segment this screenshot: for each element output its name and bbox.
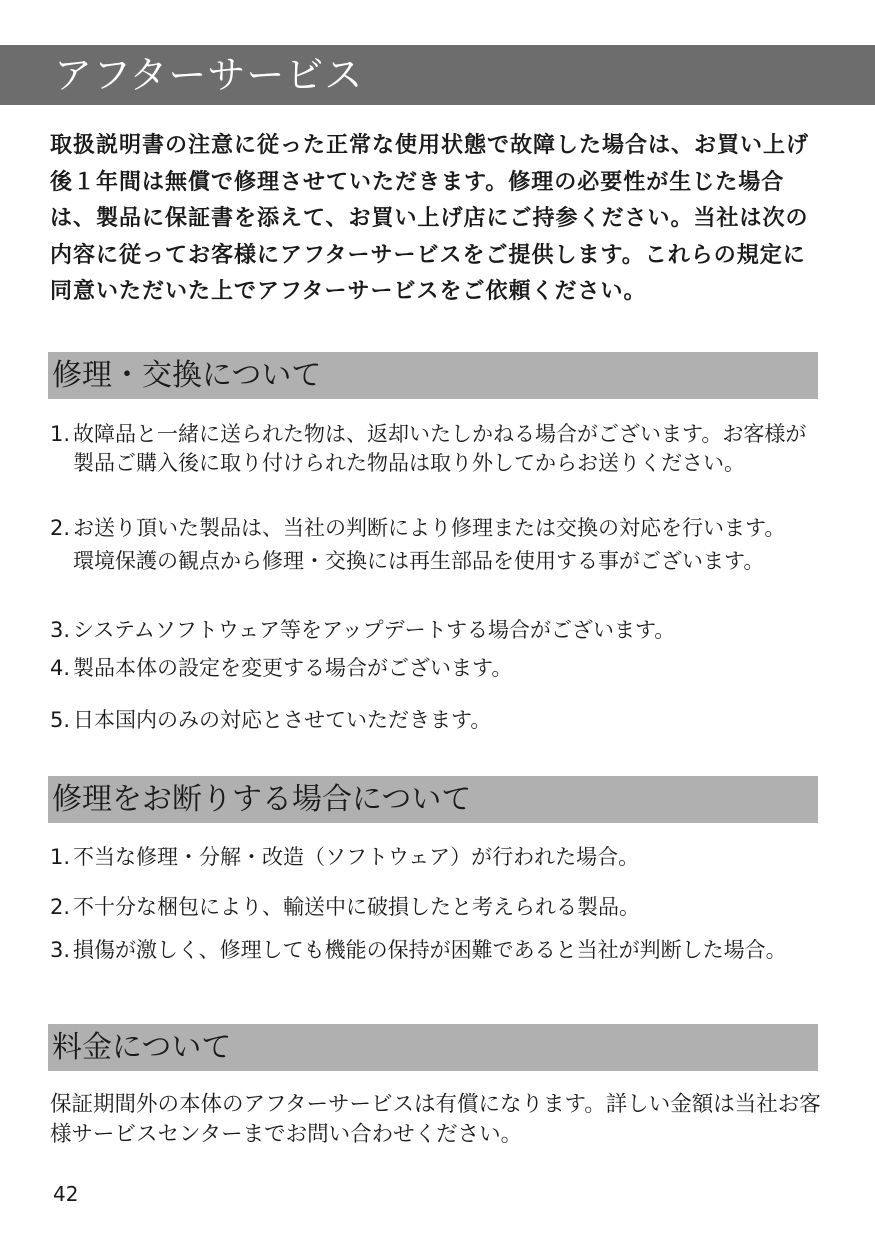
item-number: 5. [50,708,71,732]
item-number: 3. [50,938,71,962]
item-number: 1. [50,845,71,869]
fees-paragraph: 保証期間外の本体のアフターサービスは有償になります。詳しい金額は当社お客様サービスセンターまでお問い合わせください。 [50,1092,821,1147]
page-title: アフターサービス [54,53,364,97]
item-subtext: 環境保護の観点から修理・交換には再生部品を使用する事がございます。 [73,549,765,573]
item-number: 4. [50,656,71,680]
item-text: 不十分な梱包により、輸送中に破損したと考えられる製品。 [73,895,640,919]
list-item [50,654,825,683]
item-number: 1. [50,422,71,446]
item-text: お送り頂いた製品は、当社の判断により修理または交換の対応を行います。 [73,516,786,540]
item-text: 日本国内のみの対応とさせていただきます。 [73,708,492,732]
list-item [50,420,825,478]
item-text: 不当な修理・分解・改造（ソフトウェア）が行われた場合。 [73,845,640,869]
item-number: 3. [50,618,71,642]
list-item [50,616,825,645]
section-header-fees [48,1024,818,1071]
intro-paragraph: 取扱説明書の注意に従った正常な使用状態で故障した場合は、お買い上げ後１年間は無償で修理させていただきます。修理の必要性が生じた場合は、製品に保証書を添えて、お買い上げ店にご持参ください。当社は次の内容に従ってお客様にアフターサービスをご提供します。これらの規定に同意いただいた上でアフターサービスをご依頼ください。 [50,133,810,304]
section-heading: 修理をお断りする場合について [52,782,472,817]
list-item [50,843,825,872]
section-header-repair-exchange [48,352,818,399]
title-bar [0,45,875,105]
item-number: 2. [50,895,71,919]
list-item [50,514,825,576]
item-text: システムソフトウェア等をアップデートする場合がございます。 [73,618,676,642]
item-text: 損傷が激しく、修理しても機能の保持が困難であると当社が判断した場合。 [73,938,787,962]
section-heading: 料金について [52,1030,232,1065]
list-item [50,936,825,965]
list-item [50,893,825,922]
item-text: 製品本体の設定を変更する場合がございます。 [73,656,513,680]
section-header-refusal [48,776,818,823]
section-heading: 修理・交換について [52,358,322,393]
item-text: 故障品と一緒に送られた物は、返却いたしかねる場合がございます。お客様が製品ご購入後に取り付けられた物品は取り外してからお送りください。 [73,422,807,475]
item-number: 2. [50,516,71,540]
page-number: 42 [53,1182,79,1206]
list-item [50,706,825,735]
